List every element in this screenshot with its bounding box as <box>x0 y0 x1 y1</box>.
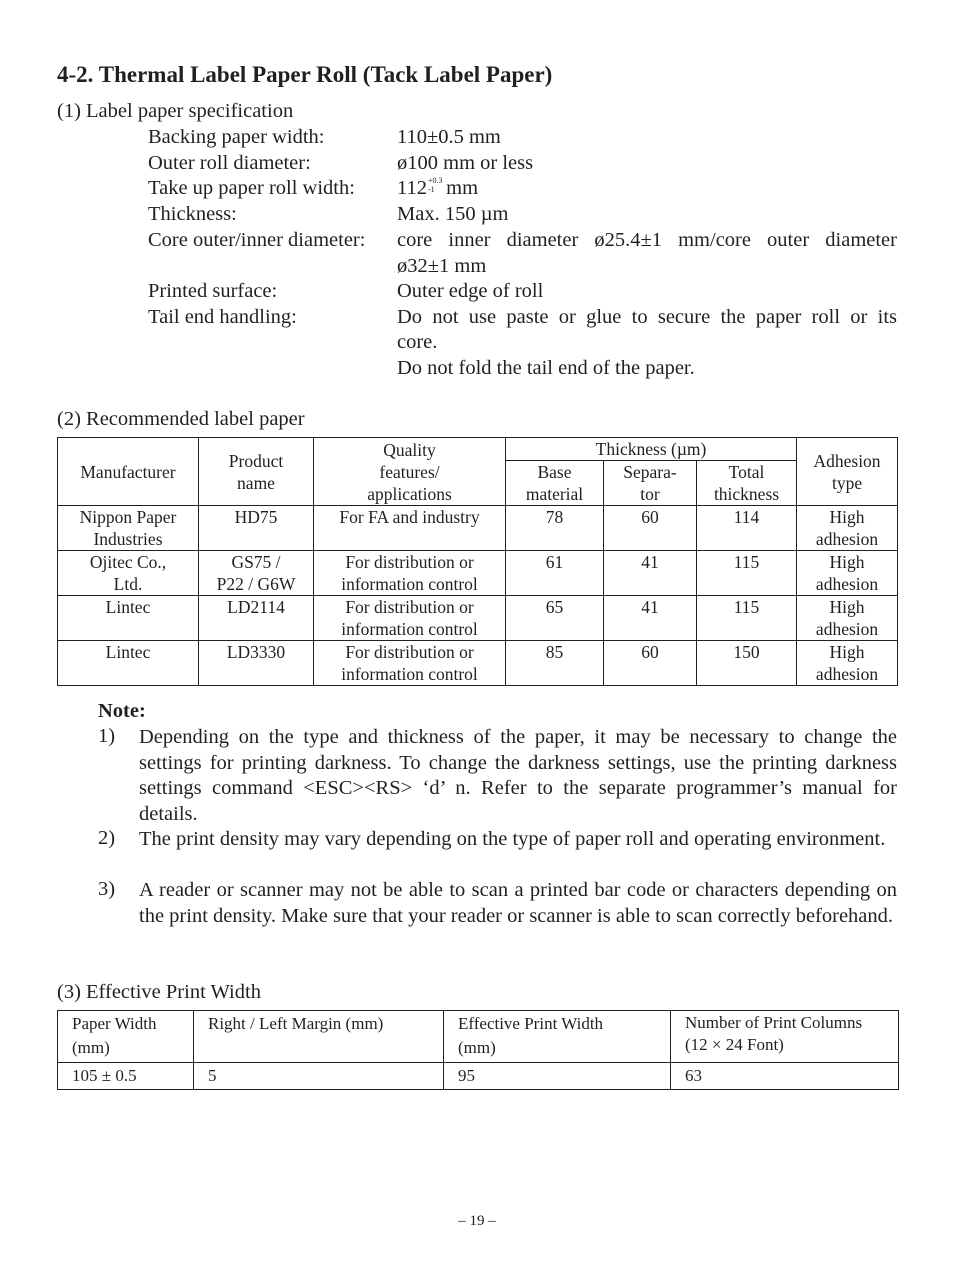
cell-base: 78 <box>506 506 604 551</box>
note-text: The print density may vary depending on the type of paper roll and operating environment. <box>139 828 886 850</box>
table-row <box>58 596 898 641</box>
roll-width-value: 112 <box>397 177 427 199</box>
note-number: 1) <box>98 725 116 747</box>
spec-value: Outer edge of roll <box>397 280 544 302</box>
spec-value: Do not use paste or glue to secure the paper roll or its <box>397 306 897 328</box>
note-title: Note: <box>98 700 146 722</box>
table-row <box>58 1063 899 1090</box>
header-base-material: Base material <box>506 461 604 506</box>
table-row <box>58 506 898 551</box>
spec-value: Do not fold the tail end of the paper. <box>397 357 695 379</box>
cell-manufacturer: Lintec <box>58 641 199 686</box>
spec-value: ø100 mm or less <box>397 152 534 174</box>
table-header-row <box>58 1011 899 1063</box>
cell-product: GS75 / P22 / G6W <box>199 551 314 596</box>
header-print-columns: Number of Print Columns (12 × 24 Font) <box>671 1011 899 1063</box>
cell-quality: For distribution or information control <box>314 641 506 686</box>
spec-label: Take up paper roll width: <box>148 177 355 199</box>
cell-adhesion: High adhesion <box>797 596 898 641</box>
spec-section-label: (1) Label paper specification <box>57 100 294 122</box>
cell-base: 65 <box>506 596 604 641</box>
header-separator: Separa- tor <box>604 461 697 506</box>
spec-value: 110±0.5 mm <box>397 126 501 148</box>
recommended-paper-table <box>57 437 898 686</box>
cell-total: 115 <box>697 596 797 641</box>
spec-value: Max. 150 µm <box>397 203 509 225</box>
table-row <box>58 551 898 596</box>
header-manufacturer: Manufacturer <box>58 438 199 506</box>
cell-manufacturer: Ojitec Co., Ltd. <box>58 551 199 596</box>
cell-base: 85 <box>506 641 604 686</box>
cell-effective-width: 95 <box>444 1063 671 1090</box>
cell-quality: For distribution or information control <box>314 596 506 641</box>
cell-separator: 60 <box>604 506 697 551</box>
note-number: 2) <box>98 827 116 849</box>
cell-adhesion: High adhesion <box>797 641 898 686</box>
spec-value: core. <box>397 331 438 353</box>
header-paper-width: Paper Width (mm) <box>58 1011 194 1063</box>
recommended-section-label: (2) Recommended label paper <box>57 408 305 430</box>
cell-separator: 41 <box>604 551 697 596</box>
page-number: – 19 – <box>458 1213 496 1229</box>
cell-product: HD75 <box>199 506 314 551</box>
cell-quality: For FA and industry <box>314 506 506 551</box>
cell-print-columns: 63 <box>671 1063 899 1090</box>
cell-adhesion: High adhesion <box>797 506 898 551</box>
header-product-name: Product name <box>199 438 314 506</box>
spec-label: Printed surface: <box>148 280 278 302</box>
cell-base: 61 <box>506 551 604 596</box>
spec-label: Core outer/inner diameter: <box>148 229 366 251</box>
spec-value <box>397 177 478 200</box>
roll-width-unit: mm <box>446 177 479 199</box>
table-row <box>58 641 898 686</box>
spec-label: Thickness: <box>148 203 237 225</box>
spec-value: ø32±1 mm <box>397 255 487 277</box>
cell-paper-width: 105 ± 0.5 <box>58 1063 194 1090</box>
note-text: Depending on the type and thickness of the paper, it may be necessary to change the settings for printing darkness. To change the darkness settings, use the printing darkness settings command <ESC><RS> ‘d’ n. Refer to the separate programmer’s manual for details. <box>139 726 897 825</box>
cell-total: 115 <box>697 551 797 596</box>
cell-total: 150 <box>697 641 797 686</box>
tolerance-plus: +0.3 <box>428 176 443 185</box>
cell-product: LD3330 <box>199 641 314 686</box>
cell-quality: For distribution or information control <box>314 551 506 596</box>
header-thickness: Thickness (µm) <box>506 438 797 461</box>
cell-manufacturer: Lintec <box>58 596 199 641</box>
cell-separator: 41 <box>604 596 697 641</box>
cell-separator: 60 <box>604 641 697 686</box>
cell-total: 114 <box>697 506 797 551</box>
header-quality: Quality features/ applications <box>314 438 506 506</box>
spec-label: Backing paper width: <box>148 126 325 148</box>
header-effective-width: Effective Print Width (mm) <box>444 1011 671 1063</box>
note-number: 3) <box>98 878 116 900</box>
print-width-table <box>57 1010 899 1090</box>
cell-manufacturer: Nippon Paper Industries <box>58 506 199 551</box>
section-heading: 4-2. Thermal Label Paper Roll (Tack Label Paper) <box>57 62 553 87</box>
header-margin: Right / Left Margin (mm) <box>194 1011 444 1063</box>
cell-adhesion: High adhesion <box>797 551 898 596</box>
spec-label: Tail end handling: <box>148 306 297 328</box>
header-total-thickness: Total thickness <box>697 461 797 506</box>
header-adhesion-type: Adhesion type <box>797 438 898 506</box>
cell-margin: 5 <box>194 1063 444 1090</box>
spec-label: Outer roll diameter: <box>148 152 311 174</box>
cell-product: LD2114 <box>199 596 314 641</box>
spec-value: core inner diameter ø25.4±1 mm/core outer diameter <box>397 229 897 251</box>
tolerance-minus: -1 <box>428 185 435 194</box>
note-text: A reader or scanner may not be able to scan a printed bar code or characters depending on the print density. Make sure that your reader or scanner is able to scan correctly beforehand. <box>139 879 897 927</box>
tolerance <box>427 176 443 194</box>
print-width-section-label: (3) Effective Print Width <box>57 981 261 1003</box>
